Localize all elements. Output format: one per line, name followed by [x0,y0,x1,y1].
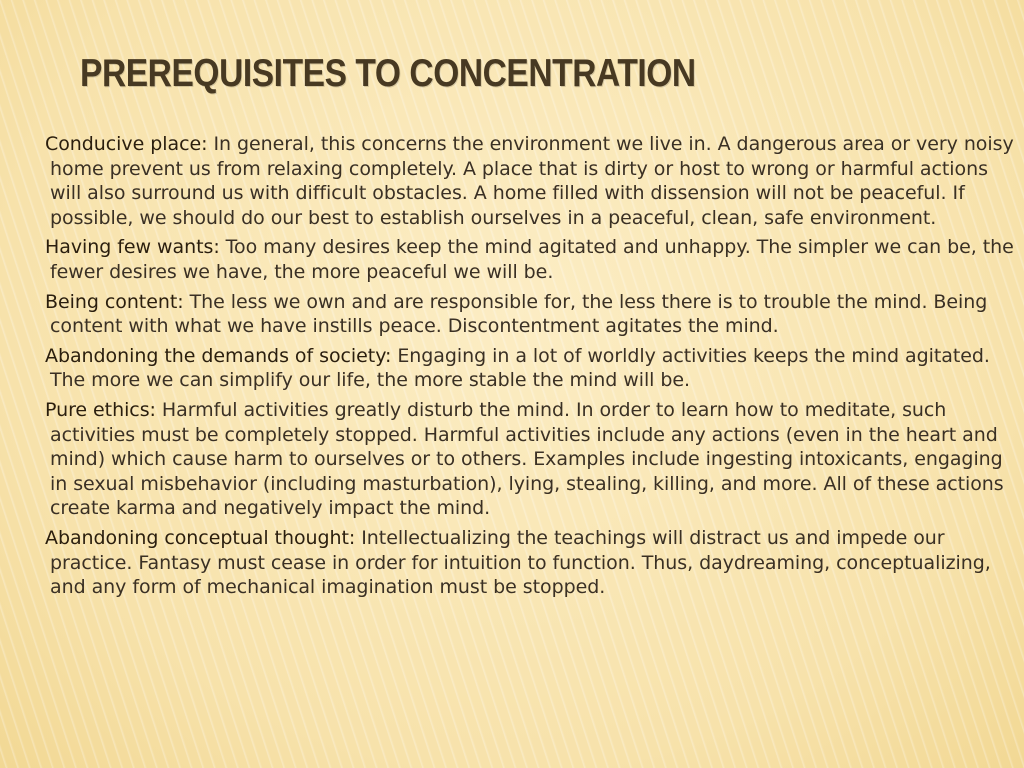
list-item-conducive-place [40,132,1018,230]
item-text: Too many desires keep the mind agitated and unhappy. The simpler we can be, the fewer desires we have, the more peaceful we will be. [50,236,1014,283]
item-text: Engaging in a lot of worldly activities keeps the mind agitated. The more we can simplify our life, the more stable the mind will be. [50,344,990,392]
item-text: Harmful activities greatly disturb the mind. In order to learn how to meditate, such activities must be completely stopped. Harmful activities include any actions (even in the heart and mind) which cause harm to ourselves or to others. Examples include ingesting intoxicants, engaging in sexual misbehavior (including masturbation), lying, stealing, killing, and more. All of these actions create karma and negatively impact the mind. [50,398,1004,520]
item-text: In general, this concerns the environment we live in. A dangerous area or very noisy home prevent us from relaxing completely. A place that is dirty or host to wrong or harmful actions will also surround us with difficult obstacles. A home filled with dissension will not be peaceful. If possible, we should do our best to establish ourselves in a peaceful, clean, safe environment. [50,133,1014,229]
item-term: Having few wants: [45,236,220,259]
list-item-having-few-wants [40,235,1018,284]
item-text: Intellectualizing the teachings will distract us and impede our practice. Fantasy must cease in order for intuition to function. Thus, daydreaming, conceptualizing, and any form of mechanical imagination must be stopped. [50,526,991,599]
item-term: Conducive place: [45,133,208,155]
item-term: Being content: [45,290,184,313]
list-item-abandoning-demands [40,344,1018,393]
item-term: Abandoning the demands of society: [45,344,392,367]
item-term: Pure ethics: [45,398,156,421]
item-text: The less we own and are responsible for, the less there is to trouble the mind. Being content with what we have instills peace. Discontentment agitates the mind. [50,290,988,338]
list-item-pure-ethics [40,398,1018,521]
content-list [40,132,1018,605]
slide-title: PREREQUISITES TO CONCENTRATION [80,52,696,95]
list-item-abandoning-conceptual-thought [40,526,1018,600]
list-item-being-content [40,290,1018,339]
item-term: Abandoning conceptual thought: [45,526,356,549]
